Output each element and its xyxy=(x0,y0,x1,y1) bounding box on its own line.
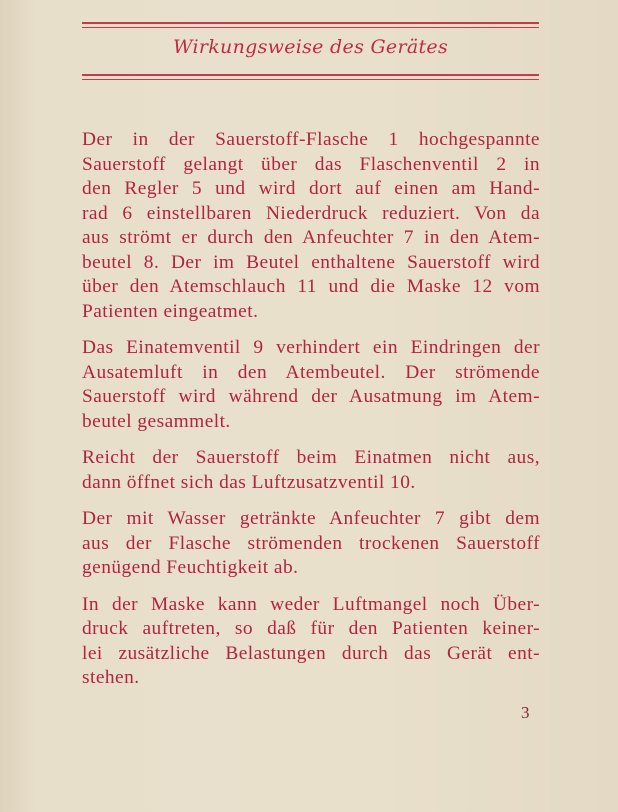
paragraph xyxy=(82,128,540,324)
text-line: Der mit Wasser getränkte Anfeuchter 7 gibt dem xyxy=(82,508,540,529)
text-line: druck auftreten, so daß für den Patienten keiner- xyxy=(82,618,540,639)
paragraph xyxy=(82,336,540,434)
text-line: Ausatemluft in den Atembeutel. Der strömende xyxy=(82,361,540,383)
header-bottom-rule xyxy=(82,74,539,80)
page-title: Wirkungsweise des Gerätes xyxy=(172,36,449,58)
paragraph xyxy=(82,446,540,495)
text-line: aus strömt er durch den Anfeuchter 7 in den Atem- xyxy=(82,227,540,248)
text-line: In der Maske kann weder Luftmangel noch Über- xyxy=(82,593,540,615)
paragraph xyxy=(82,593,540,691)
text-line: den Regler 5 und wird dort auf einen am Hand- xyxy=(82,178,540,199)
text-line: rad 6 einstellbaren Niederdruck reduziert. Von da xyxy=(82,202,540,224)
paragraph xyxy=(82,507,540,581)
text-line: Der in der Sauerstoff-Flasche 1 hochgespannte xyxy=(82,129,540,150)
text-line: aus der Flasche strömenden trockenen Sauerstoff xyxy=(82,532,540,554)
text-line: beutel 8. Der im Beutel enthaltene Sauerstoff wird xyxy=(82,251,540,273)
text-line: Patienten eingeatmet. xyxy=(82,300,259,322)
text-line: Reicht der Sauerstoff beim Einatmen nicht aus, xyxy=(82,447,540,468)
text-line: dann öffnet sich das Luftzusatzventil 10. xyxy=(82,471,416,493)
body-text xyxy=(82,128,540,703)
text-line: beutel gesammelt. xyxy=(82,410,231,432)
text-line: Sauerstoff wird während der Ausatmung im Atem- xyxy=(82,386,540,407)
text-line: stehen. xyxy=(82,667,140,688)
header-top-rule xyxy=(82,22,539,28)
text-line: Sauerstoff gelangt über das Flaschenventil 2 in xyxy=(82,153,540,175)
text-line: Das Einatemventil 9 verhindert ein Eindringen der xyxy=(82,337,540,358)
text-line: lei zusätzliche Belastungen durch das Gerät ent- xyxy=(82,642,540,664)
text-line: genügend Feuchtigkeit ab. xyxy=(82,557,299,578)
text-line: über den Atemschlauch 11 und die Maske 12 vom xyxy=(82,276,540,297)
page-number: 3 xyxy=(521,703,530,722)
